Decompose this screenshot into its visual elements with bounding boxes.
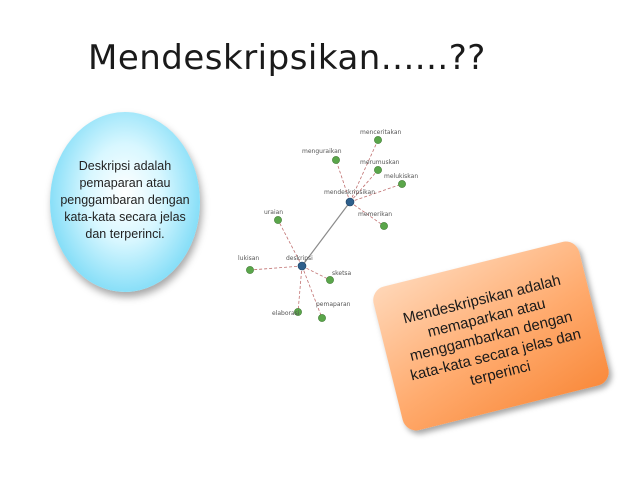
hub-word-node xyxy=(380,222,387,229)
hub-word-label: merumuskan xyxy=(360,159,400,166)
center-word-label: sketsa xyxy=(332,270,352,277)
center-word-edge xyxy=(298,266,302,312)
center-word-label: elaborasi xyxy=(272,310,300,317)
definition-text: Deskripsi adalah pemaparan atau penggambaran dengan kata-kata secara jelas dan terperinci. xyxy=(60,158,190,241)
center-word-label: pemaparan xyxy=(316,301,351,308)
center-word-edge xyxy=(302,266,322,318)
center-node xyxy=(298,262,306,270)
center-word-edge xyxy=(250,266,302,270)
hub-word-label: melukiskan xyxy=(384,173,419,180)
hub-word-label: menceritakan xyxy=(360,129,402,136)
note-text: Mendeskripsikan adalah memaparkan atau menggambarkan dengan kata-kata secara jelas dan terperinci xyxy=(401,271,583,389)
slide-title: Mendeskripsikan......?? xyxy=(88,38,486,78)
definition-circle xyxy=(50,112,200,292)
hub-word-node xyxy=(398,180,405,187)
hub-word-label: menguraikan xyxy=(302,148,342,155)
hub-word-label: memerikan xyxy=(358,211,393,218)
hub-word-edge xyxy=(350,170,378,202)
center-word-node xyxy=(246,266,253,273)
hub-node xyxy=(346,198,354,206)
center-word-node xyxy=(274,216,281,223)
center-word-node xyxy=(326,276,333,283)
center-word-node xyxy=(318,314,325,321)
center-word-label: uraian xyxy=(264,209,284,216)
hub-label: mendeskripsikan xyxy=(324,189,376,196)
hub-word-node xyxy=(374,166,381,173)
hub-word-node xyxy=(374,136,381,143)
center-word-label: lukisan xyxy=(238,255,260,262)
hub-word-node xyxy=(332,156,339,163)
center-label: deskripsi xyxy=(286,255,313,262)
